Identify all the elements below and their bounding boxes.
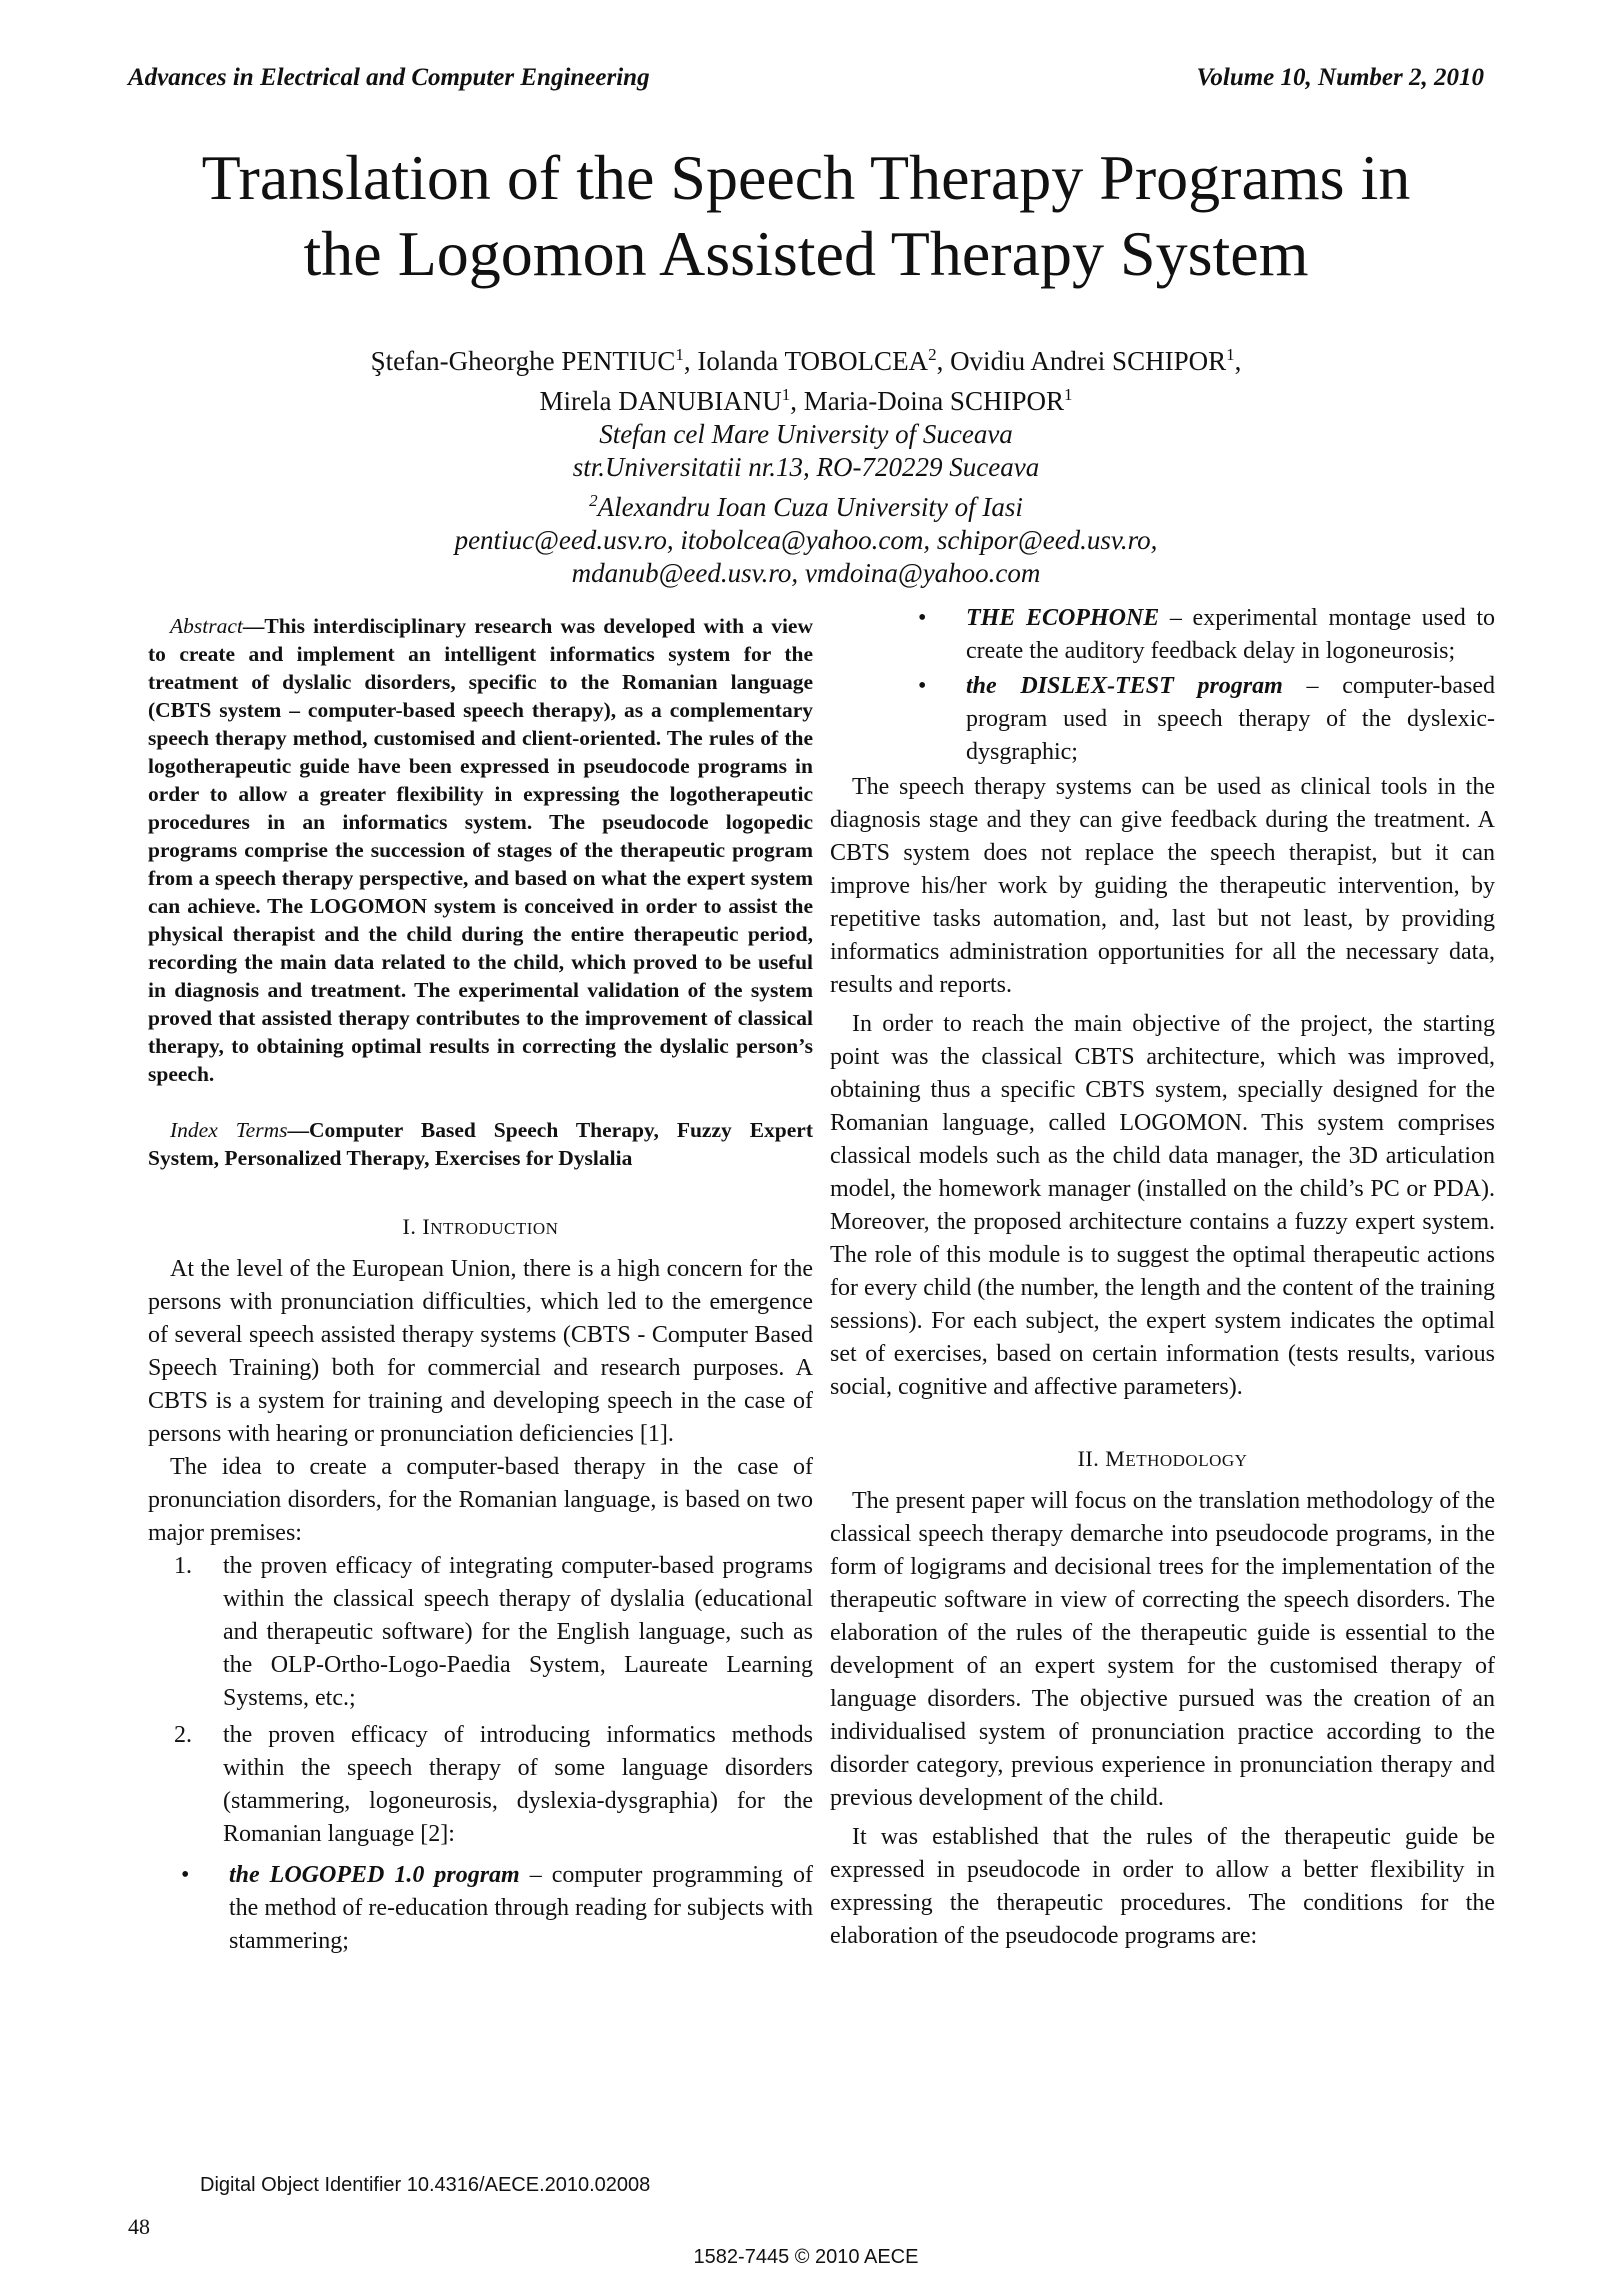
section-number: I. I xyxy=(402,1214,431,1239)
left-column xyxy=(148,612,813,1962)
program-desc: – experimental montage used to create the auditory feedback delay in logoneurosis; xyxy=(966,605,1495,664)
title-line-2: the Logomon Assisted Therapy System xyxy=(303,218,1309,289)
title-line-1: Translation of the Speech Therapy Programs in xyxy=(201,142,1411,213)
affiliation-mark: 1 xyxy=(1226,345,1235,364)
list-item xyxy=(148,1550,813,1715)
journal-name: Advances in Electrical and Computer Engineering xyxy=(128,64,650,91)
volume-info: Volume 10, Number 2, 2010 xyxy=(1196,64,1484,91)
author-name: , Maria-Doina SCHIPOR xyxy=(790,386,1064,416)
affiliation-1-address: str.Universitatii nr.13, RO-720229 Suceava xyxy=(572,452,1040,482)
index-terms-text: —Computer Based Speech Therapy, Fuzzy Expert System, Personalized Therapy, Exercises for Dyslalia xyxy=(148,1118,813,1170)
section-title: NTRODUCTION xyxy=(430,1219,559,1238)
index-terms xyxy=(148,1116,813,1172)
doi: Digital Object Identifier 10.4316/AECE.2010.02008 xyxy=(200,2174,651,2196)
paper-title xyxy=(0,140,1612,292)
program-list xyxy=(181,1859,813,1958)
emails-line-2: mdanub@eed.usv.ro, vmdoina@yahoo.com xyxy=(571,558,1041,588)
bullet-icon: • xyxy=(918,673,927,699)
list-number: 1. xyxy=(174,1553,192,1579)
author-name: , Iolanda TOBOLCEA xyxy=(683,346,929,376)
author-line-1 xyxy=(0,338,1612,378)
method-paragraph-2: It was established that the rules of the therapeutic guide be expressed in pseudocode in order to allow a better flexibility in expressing the therapeutic procedures. The conditions for the elaboration of the pseudocode programs are: xyxy=(830,1824,1495,1949)
program-name: the DISLEX-TEST program xyxy=(966,673,1283,699)
author-line-2 xyxy=(0,378,1612,418)
affiliation-2 xyxy=(0,484,1612,524)
author-name: , Ovidiu Andrei SCHIPOR xyxy=(936,346,1227,376)
affiliation-mark: 2 xyxy=(589,491,598,510)
affiliation-mark: 1 xyxy=(675,345,684,364)
intro-paragraph-4: In order to reach the main objective of the project, the starting point was the classical CBTS architecture, which was improved, obtaining thus a specific CBTS system, specially designed for the Romanian language, called LOGOMON. This system comprises classical models such as the child data manager, the 3D articulation model, the homework manager (installed on the child’s PC or PDA). Moreover, the proposed architecture contains a fuzzy expert system. The role of this module is to suggest the optimal therapeutic actions for every child (the number, the length and the content of the training sessions). For each subject, the expert system indicates the optimal set of exercises, based on certain information (tests results, various social, cognitive and affective parameters). xyxy=(830,1011,1495,1400)
premises-list xyxy=(148,1550,813,1958)
affiliation-mark: 2 xyxy=(928,345,937,364)
bullet-icon: • xyxy=(181,1862,190,1888)
intro-paragraph-1: At the level of the European Union, there is a high concern for the persons with pronunciation difficulties, which led to the emergence of several speech assisted therapy systems (CBTS - Computer Based Speech Training) both for commercial and research purposes. A CBTS is a system for training and developing speech in the case of persons with hearing or pronunciation deficiencies [1]. xyxy=(148,1256,813,1447)
list-number: 2. xyxy=(174,1722,192,1748)
affiliation-mark: 1 xyxy=(781,385,791,404)
abstract-text: —This interdisciplinary research was developed with a view to create and implement an intelligent informatics system for the treatment of dyslalic disorders, specific to the Romanian language (CBTS system – computer-based speech therapy), as a complementary speech therapy method, customised and client-oriented. The rules of the logotherapeutic guide have been expressed in pseudocode programs in order to allow a greater flexibility in expressing the logotherapeutic procedures in an informatics system. The pseudocode logopedic programs comprise the succession of stages of the therapeutic program from a speech therapy perspective, and based on what the expert system can achieve. The LOGOMON system is conceived in order to assist the physical therapist and the child during the entire therapeutic period, recording the main data related to the child, which proved to be useful in diagnosis and treatment. The experimental validation of the system proved that assisted therapy contributes to the improvement of classical therapy, to obtaining optimal results in correcting the dyslalic person’s speech. xyxy=(148,614,813,1086)
author-name: Mirela DANUBIANU xyxy=(539,386,782,416)
section-heading-methodology xyxy=(830,1442,1495,1477)
affiliation-1: Stefan cel Mare University of Suceava xyxy=(599,419,1013,449)
section-title: ETHODOLOGY xyxy=(1125,1451,1248,1470)
program-desc: – computer-based program used in speech therapy of the dyslexic-dysgraphic; xyxy=(966,673,1495,765)
section-number: II. M xyxy=(1077,1446,1126,1471)
program-name: the LOGOPED 1.0 program xyxy=(229,1862,520,1888)
abstract-lead: Abstract xyxy=(170,614,243,638)
list-text: the proven efficacy of introducing informatics methods within the speech therapy of some language disorders (stammering, logoneurosis, dyslexia-dysgraphia) for the Romanian language [2]: xyxy=(223,1722,813,1847)
author-name: Ştefan-Gheorghe PENTIUC xyxy=(370,346,676,376)
program-list-continued xyxy=(918,602,1495,769)
separator: , xyxy=(1234,346,1242,376)
list-item xyxy=(918,670,1495,769)
intro-paragraph-2: The idea to create a computer-based therapy in the case of pronunciation disorders, for the Romanian language, is based on two major premises: xyxy=(148,1454,813,1546)
intro-paragraph-3: The speech therapy systems can be used as clinical tools in the diagnosis stage and they can give feedback during the treatment. A CBTS system does not replace the speech therapist, but it can improve his/her work by guiding the therapeutic intervention, by repetitive tasks automation, and, last but not least, by providing informatics administration opportunities for all the necessary data, results and reports. xyxy=(830,774,1495,998)
list-item xyxy=(918,602,1495,668)
affiliation-2-name: Alexandru Ioan Cuza University of Iasi xyxy=(597,492,1023,522)
index-terms-lead: Index Terms xyxy=(170,1118,288,1142)
emails-line-1: pentiuc@eed.usv.ro, itobolcea@yahoo.com, schipor@eed.usv.ro, xyxy=(454,525,1158,555)
list-item xyxy=(148,1719,813,1958)
abstract xyxy=(148,612,813,1088)
author-block xyxy=(0,338,1612,590)
right-column xyxy=(830,602,1495,1953)
method-paragraph-1: The present paper will focus on the translation methodology of the classical speech therapy demarche into pseudocode programs, in the form of logigrams and decisional trees for the implementation of the therapeutic software in view of correcting the speech disorders. The elaboration of the rules of the therapeutic guide is essential to the development of an expert system for the customised therapy of language disorders. The objective pursued was the creation of an individualised system of pronunciation practice according to the disorder category, previous experience in pronunciation therapy and previous development of the child. xyxy=(830,1488,1495,1811)
issn-copyright: 1582-7445 © 2010 AECE xyxy=(693,2246,919,2268)
list-text: the proven efficacy of integrating computer-based programs within the classical speech therapy of dyslalia (educational and therapeutic software) for the English language, such as the OLP-Ortho-Logo-Paedia System, Laureate Learning Systems, etc.; xyxy=(223,1553,813,1711)
affiliation-mark: 1 xyxy=(1063,385,1073,404)
program-desc: – computer programming of the method of re-education through reading for subjects with stammering; xyxy=(229,1862,814,1954)
page-number: 48 xyxy=(128,2214,150,2239)
section-heading-introduction xyxy=(148,1210,813,1245)
program-name: THE ECOPHONE xyxy=(966,605,1160,631)
bullet-icon: • xyxy=(918,605,927,631)
list-item xyxy=(181,1859,813,1958)
